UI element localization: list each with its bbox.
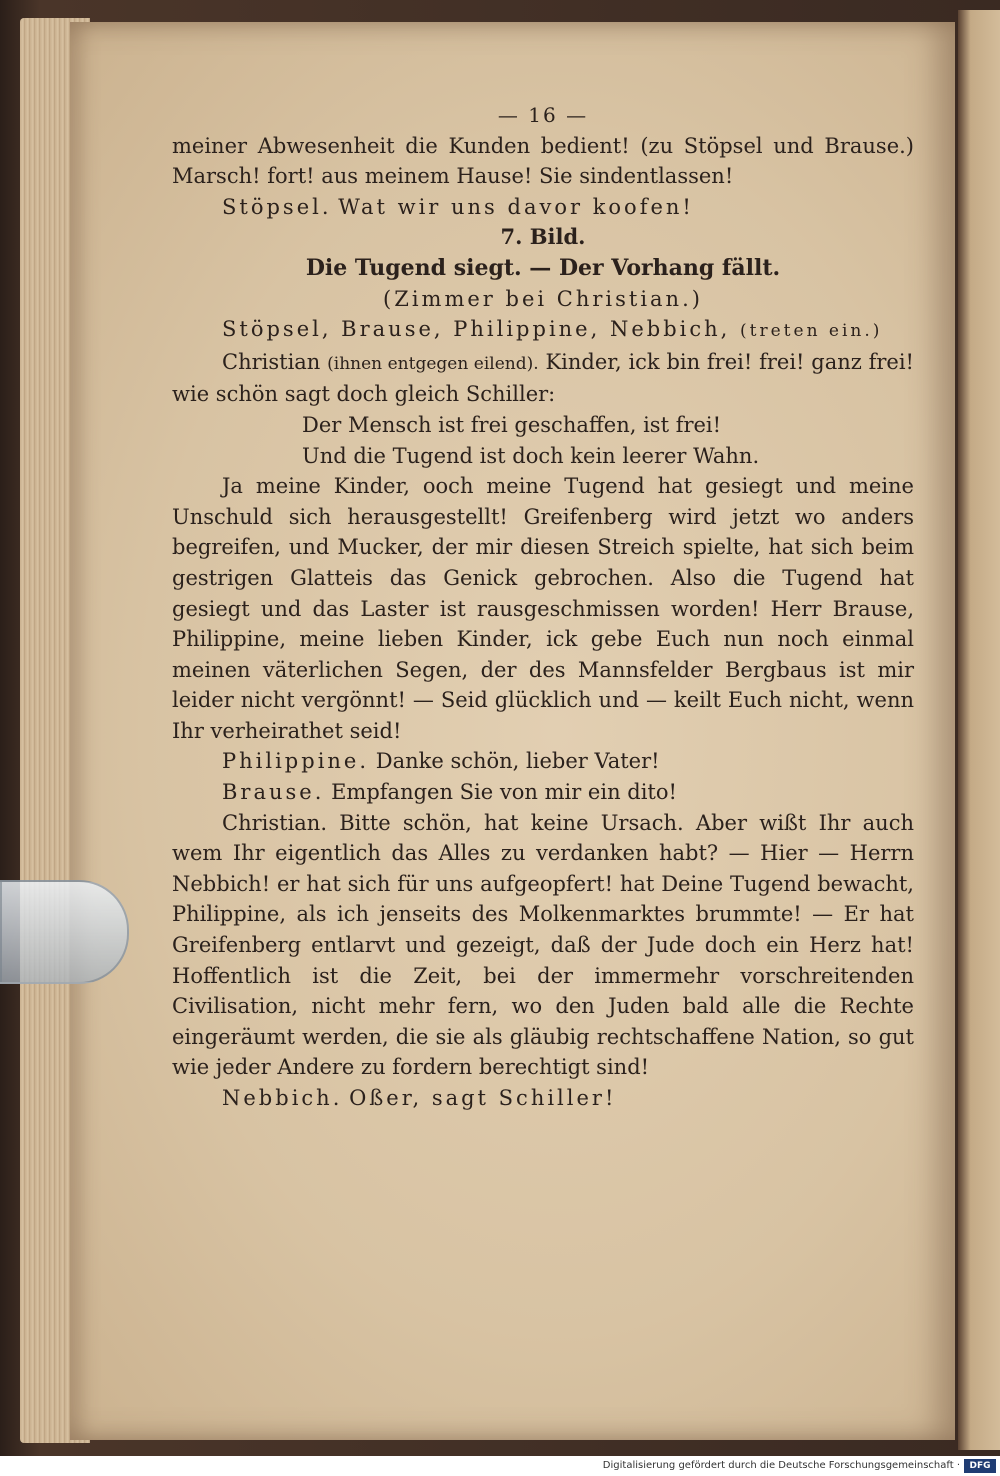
dialogue-text: Empfangen Sie von mir ein dito! <box>331 780 677 805</box>
dialogue-text: Bitte schön, hat keine Ursach. Aber wißt Ihr auch wem Ihr eigentlich das Alles zu verdanken habt? — Hier — Herrn Nebbich! er hat sich für uns aufgeopfert! hat Deine Tugend bewacht, Philippine, als ich jenseits des Molkenmarktes brummte! — Er hat Greifenberg entlarvt und gezeigt, daß der Jude doch ein Herz hat! Hoffentlich ist die Zeit, bei der immermehr vorschreitenden Civilisation, nicht mehr fern, wo den Juden bald alle die Rechte eingeräumt werden, die sie als gläubig rechtschaffene Nation, so gut wie jeder Andere zu fordern berechtigt sind! <box>172 810 914 1080</box>
dfg-logo: DFG <box>964 1459 996 1473</box>
dialogue-christian-1 <box>172 347 914 410</box>
dialogue-text: Danke schön, lieber Vater! <box>375 749 660 774</box>
main-paragraph: Ja meine Kinder, ooch meine Tugend hat gesiegt und meine Unschuld sich herausgestellt! Greifenberg wird jetzt wo anders begreifen, und Mucker, der mir diesen Streich spielte, hat sich beim gestrigen Glatteis das Genick gebrochen. Also die Tugend hat gesiegt und das Laster ist rausgeschmissen worden! Herr Brause, Philippine, meine lieben Kinder, ick gebe Euch nun noch einmal meinen väterlichen Segen, der des Mannsfelder Bergbaus ist mir leider nicht vergönnt! — Seid glücklich und — keilt Euch nicht, wenn Ihr verheirathet seid! <box>172 474 914 743</box>
digitization-footer <box>0 1456 1000 1476</box>
dialogue-text: Oßer, sagt Schiller! <box>349 1086 617 1110</box>
entrance-line <box>172 314 914 347</box>
footer-text: Digitalisierung gefördert durch die Deutsche Forschungsgemeinschaft · <box>602 1460 960 1471</box>
speaker-name: Christian. <box>222 810 327 835</box>
scene-number: 7. Bild. <box>500 224 586 250</box>
scene-title: Die Tugend siegt. — Der Vorhang fällt. <box>305 254 781 281</box>
speaker-name: Stöpsel. <box>222 194 332 219</box>
verse-line-1: Der Mensch ist frei geschaffen, ist frei! <box>302 412 722 437</box>
speaker-name: Nebbich. <box>222 1086 343 1110</box>
page-clip <box>0 880 129 984</box>
page-number: — 16 — <box>497 103 589 127</box>
page-text <box>172 100 914 1114</box>
dialogue-stoepsel <box>172 192 914 223</box>
speaker-name: Philippine. <box>222 749 370 774</box>
stage-direction: (treten ein.) <box>740 321 883 342</box>
dialogue-brause <box>172 777 914 808</box>
verse-line-2: Und die Tugend ist doch kein leerer Wahn. <box>302 443 760 468</box>
speaker-name: Christian <box>222 349 321 374</box>
line-continuation: meiner Abwesenheit die Kunden bedient! (zu Stöpsel und Brause.) Marsch! fort! aus meinem Hause! Sie sindentlassen! <box>172 133 914 189</box>
entrance-names: Stöpsel, Brause, Philippine, Nebbich, <box>222 317 731 342</box>
dialogue-philippine <box>172 746 914 777</box>
dialogue-christian-2 <box>172 808 914 1083</box>
dialogue-text: Kinder, ick bin frei! frei! ganz frei! wie schön sagt doch gleich Schiller: <box>172 349 914 407</box>
dialogue-nebbich <box>172 1083 914 1114</box>
speaker-name: Brause. <box>222 780 325 805</box>
facing-page-edge <box>958 10 1000 1450</box>
stage-direction: (ihnen entgegen eilend). <box>327 353 539 374</box>
scene-setting: (Zimmer bei Christian.) <box>383 286 703 311</box>
dialogue-text: Wat wir uns davor koofen! <box>338 194 694 219</box>
